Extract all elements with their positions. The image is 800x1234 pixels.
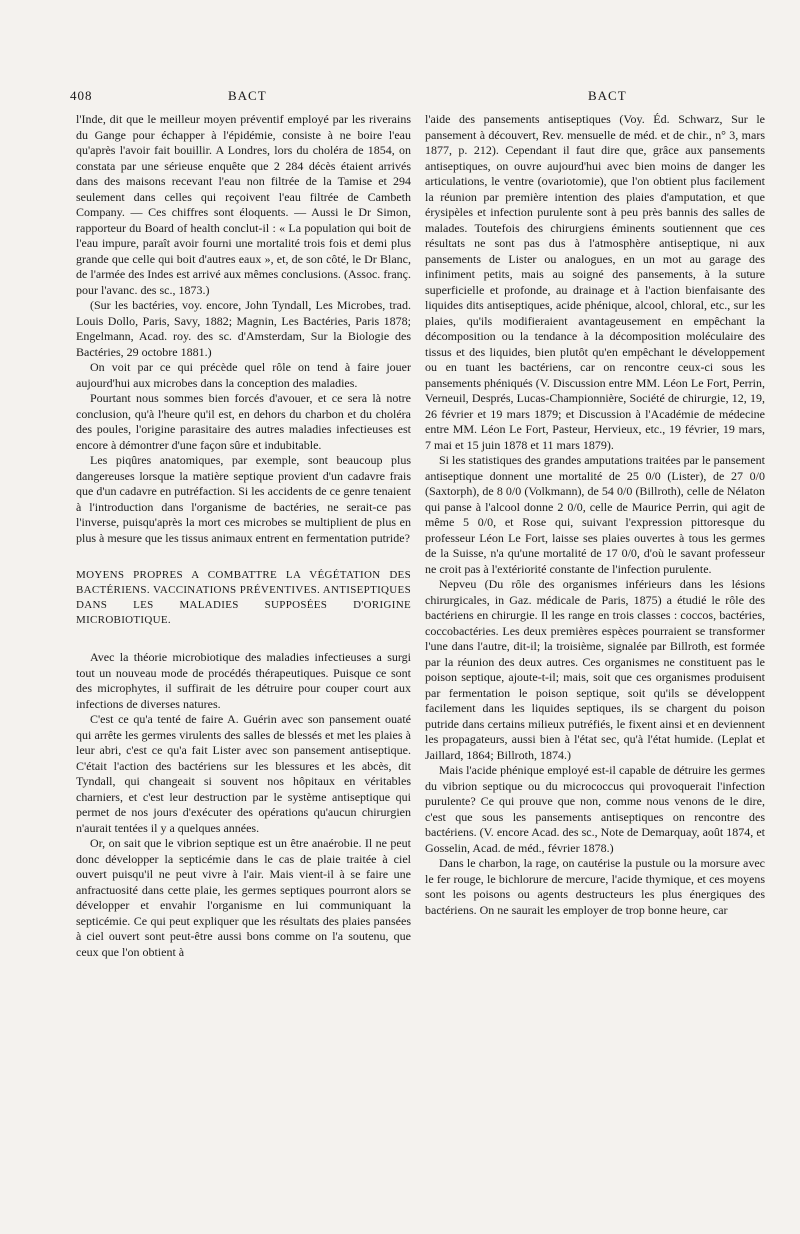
paragraph: Pourtant nous sommes bien forcés d'avouer, et ce sera là notre conclusion, qu'à l'heure qu'il est, en dehors du charbon et du choléra des poules, l'origine parasitaire des autres maladies infectieuses est encore à démontrer d'une façon sûre et indubitable.: [76, 391, 411, 452]
paragraph: Les piqûres anatomiques, par exemple, sont beaucoup plus dangereuses lorsque la matière septique provient d'un cadavre frais que d'un cadavre en putréfaction. Si les accidents de ce genre tenaient à l'introduction dans l'organisme de bactéries, ne serait-ce pas l'inverse, puisqu'après la mort ces microbes se multiplient de plus en plus à mesure que les tissus animaux entrent en fermentation putride?: [76, 453, 411, 545]
section-heading: MOYENS PROPRES A COMBATTRE LA VÉGÉTATION DES BACTÉRIENS. VACCINATIONS PRÉVENTIVES. ANTISEPTIQUES DANS LES MALADIES SUPPOSÉES D'ORIGINE MICROBIOTIQUE.: [76, 569, 411, 626]
running-header-right: BACT: [588, 88, 627, 103]
paragraph: Nepveu (Du rôle des organismes inférieurs dans les lésions chirurgicales, in Gaz. médicale de Paris, 1875) a étudié le rôle des bactériens en chirurgie. Il les range en trois classes : coccos, bactéries, coccobactéries. Les deux premières espèces pourraient se transformer l'une dans l'autre, dit-il; la troisième, signalée par Billroth, est formée par la réunion des deux autres. Ces organismes ne constituent pas le poison septique, ajoute-t-il; mais, soit que ces organismes produisent par fermentation le poison septique, soit qu'ils se développent facilement dans les liquides septiques, ils se chargent du poison putride dans certains milieux putréfiés, le fixent ainsi et en deviennent les propagateurs, aussi bien à l'état sec, qu'à l'état humide. (Leplat et Jaillard, 1864; Billroth, 1874.): [425, 577, 765, 762]
paragraph: Avec la théorie microbiotique des maladies infectieuses a surgi tout un nouveau mode de procédés thérapeutiques. Puisque ce sont des microphytes, il suffirait de les détruire pour couper court aux infections de diverses natures.: [76, 650, 411, 711]
paragraph: l'aide des pansements antiseptiques (Voy. Éd. Schwarz, Sur le pansement à découvert, Rev. mensuelle de méd. et de chir., n° 3, mars 1877, p. 212). Cependant il faut dire que, grâce aux pansements antiseptiques, on ouvre aujourd'hui avec bien moins de danger les articulations, le ventre (ovariotomie), que l'on obtient plus facilement la réunion par première intention des plaies d'amputation, et que érysipèles et infection purulente sont à peu près bannis des salles de malades. Toutefois des chirurgiens éminents soutiennent que ces résultats ne sont pas dus à l'atmosphère antiseptique, ni aux pansements de Lister ou analogues, en un mot au garage des infiniment petits, mais au soigné des pansements, à la suture superficielle et profonde, au drainage et à l'action bienfaisante des liquides dits antiseptiques, acide phénique, alcool, chloral, etc., sur les plaies, qu'ils modifieraient avantageusement en empêchant la décomposition ou la tendance à la décomposition moléculaire des tissus et des liquides, bien plutôt qu'en empêchant le développement ou en tuant les bactériens, car on rencontre ceux-ci sous les pansements phéniqués (V. Discussion entre MM. Léon Le Fort, Perrin, Verneuil, Després, Lucas-Championnière, Société de chirurgie, 12, 19, 26 février et 19 mars 1879; et Discussion à l'Académie de médecine entre MM. Léon Le Fort, Pasteur, Hervieux, etc., 19 février, 19 mars, 7 mai et 15 juin 1878 et 11 mars 1879).: [425, 112, 765, 452]
paragraph: Si les statistiques des grandes amputations traitées par le pansement antiseptique donnent une mortalité de 25 0/0 (Lister), de 27 0/0 (Saxtorph), de 8 0/0 (Volkmann), de 54 0/0 (Billroth), celle de Nélaton qui panse à l'alcool donne 2 0/0, celle de Maurice Perrin, qui agit de même 5 0/0, et Rose qui, suivant l'expression pittoresque du professeur Léon Le Fort, laisse ses plaies ouvertes à tous les germes de la Suisse, n'a qu'une mortalité de 17 0/0, d'où le savant professeur ne croit pas à l'extériorité constante de l'infection purulente.: [425, 453, 765, 576]
paragraph: Dans le charbon, la rage, on cautérise la pustule ou la morsure avec le fer rouge, le bichlorure de mercure, l'acide thymique, et ces moyens sont les poisons ou agents destructeurs les plus énergiques des bactériens. On ne saurait les employer de trop bonne heure, car: [425, 856, 765, 917]
paragraph: Mais l'acide phénique employé est-il capable de détruire les germes du vibrion septique ou du micrococcus qui provoquerait l'infection purulente? Ce qui prouve que non, comme nous venons de le dire, c'est que sous les pansements antiseptiques on rencontre des bactériens. (V. encore Acad. des sc., Note de Demarquay, août 1874, et Gosselin, Acad. de méd., février 1878.): [425, 763, 765, 855]
paragraph: On voit par ce qui précède quel rôle on tend à faire jouer aujourd'hui aux microbes dans la conception des maladies.: [76, 360, 411, 390]
left-column: [76, 112, 411, 960]
right-column: [425, 112, 765, 918]
page-number: 408: [70, 88, 93, 103]
paragraph: Or, on sait que le vibrion septique est un être anaérobie. Il ne peut donc développer la septicémie dans le cas de plaie traitée à ciel ouvert puisqu'il ne peut vivre à l'air. Mais vient-il à se faire une anfractuosité dans cette plaie, les germes septiques pourront alors se développer et envahir l'organisme en lui communiquant la septicémie. Ce qui peut expliquer que les résultats des plaies pansées à ciel ouvert sont peut-être aussi bons comme on l'a soutenu, que ceux que l'on obtient à: [76, 836, 411, 959]
paragraph: l'Inde, dit que le meilleur moyen préventif employé par les riverains du Gange pour échapper à l'épidémie, consiste à ne boire l'eau qu'après l'avoir fait bouillir. A Londres, lors du choléra de 1854, on constata par une sérieuse enquête que 2 284 décès étaient arrivés dans des maisons recevant l'eau non filtrée de la Tamise et 294 seulement dans celles qui reçoivent l'eau filtrée de Cambeth Company. — Ces chiffres sont éloquents. — Aussi le Dr Simon, rapporteur du Board of health conclut-il : « La population qui boit de l'eau impure, paraît avoir fourni une mortalité trois fois et demi plus grande que celle qui boit d'autres eaux », et, de son côté, le Dr Blanc, de l'armée des Indes est arrivé aux mêmes conclusions. (Assoc. franç. pour l'avanc. des sc., 1873.): [76, 112, 411, 297]
paragraph: (Sur les bactéries, voy. encore, John Tyndall, Les Microbes, trad. Louis Dollo, Paris, Savy, 1882; Magnin, Les Bactéries, Paris 1878; Engelmann, Acad. roy. des sc. d'Amsterdam, Sur la Biologie des Bactéries, 29 octobre 1881.): [76, 298, 411, 359]
running-header-left: BACT: [228, 88, 267, 103]
paragraph: C'est ce qu'a tenté de faire A. Guérin avec son pansement ouaté qui arrête les germes virulents des salles de blessés et met les plaies à leur abri, c'est ce qu'a fait Lister avec son pansement antiseptique. C'était l'action des bactériens sur les blessures et les abcès, dit Tyndall, qui changeait si souvent nos hôpitaux en véritables charniers, et c'est leur destruction par le système antiseptique qui permet de nos jours d'exécuter des opérations qu'aucun chirurgien n'aurait tentées il y a quelques années.: [76, 712, 411, 835]
